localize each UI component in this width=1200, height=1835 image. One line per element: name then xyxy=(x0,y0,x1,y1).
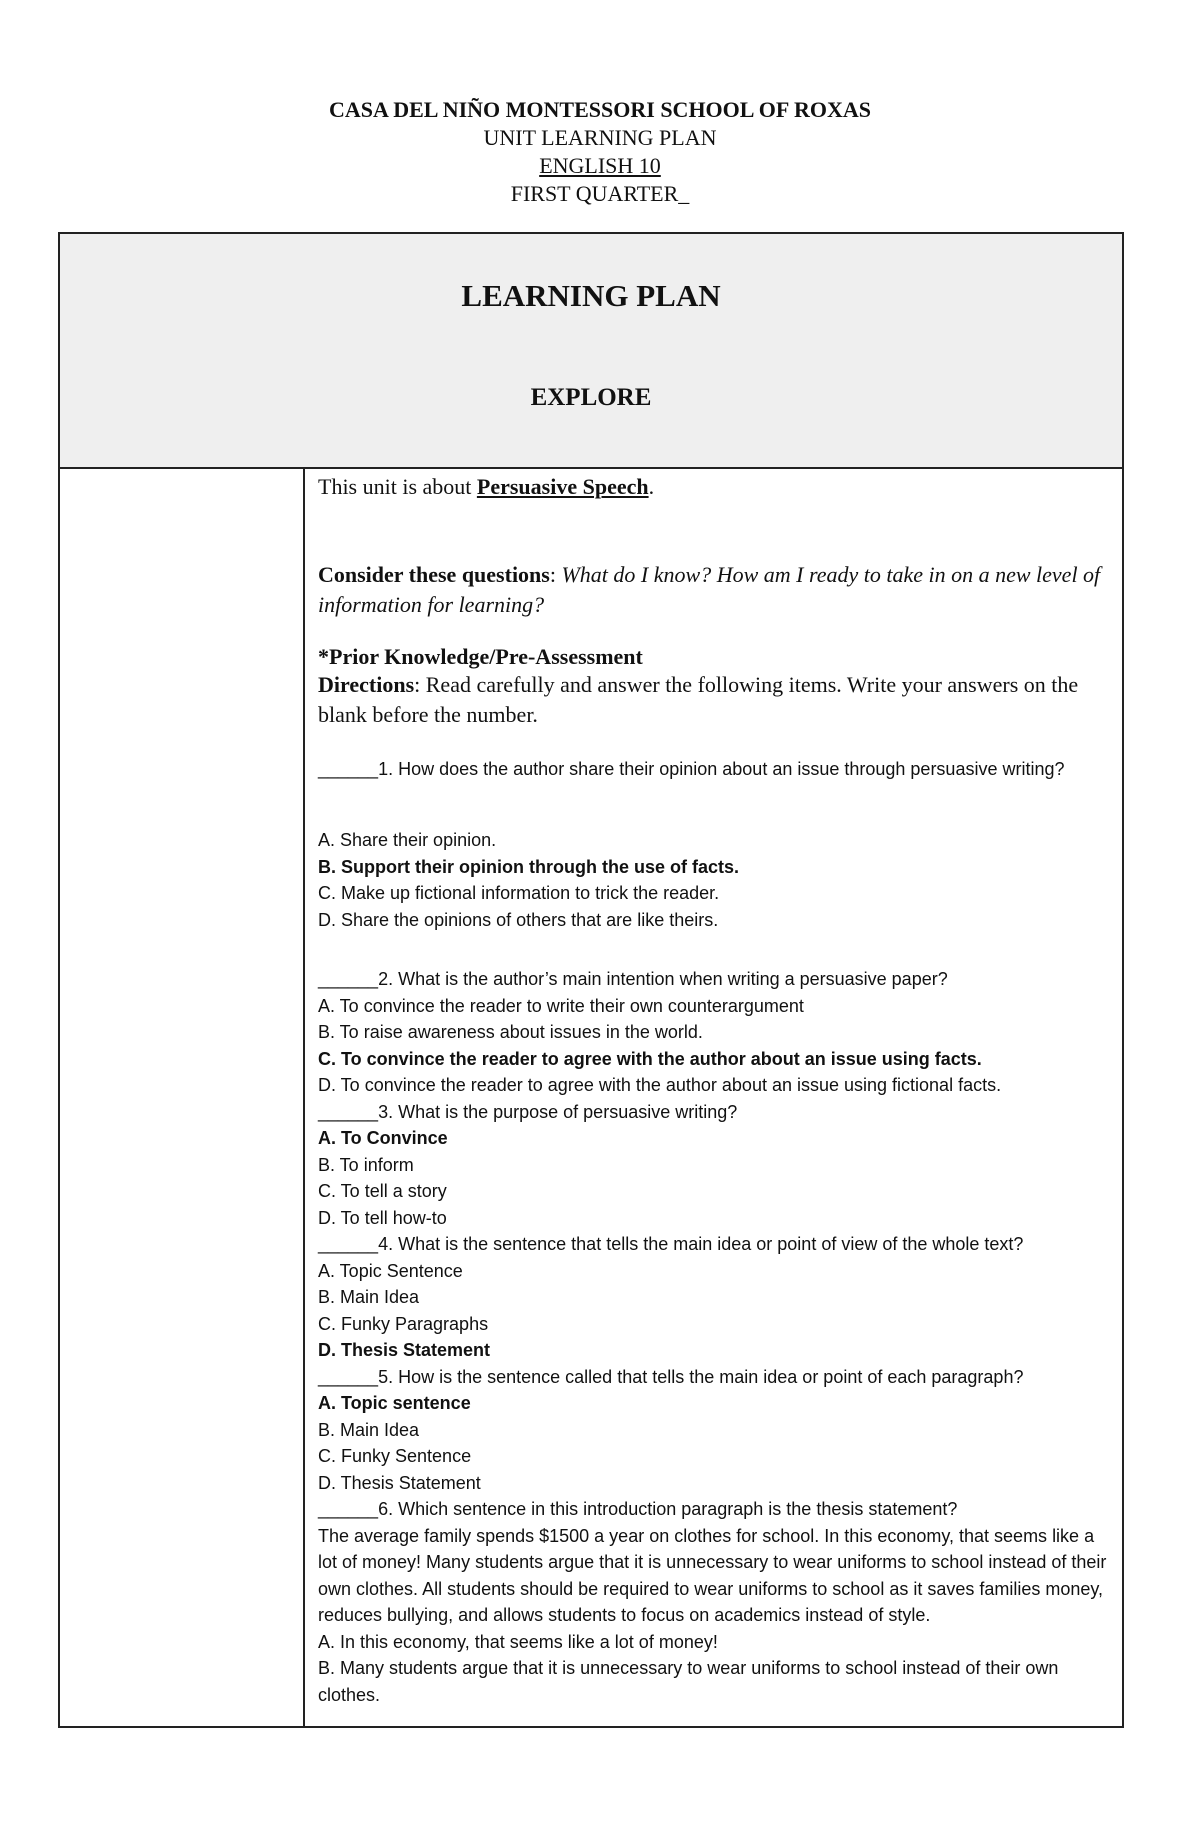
q2-option-c: C. To convince the reader to agree with the author about an issue using facts. xyxy=(318,1048,982,1069)
q2-option-a: A. To convince the reader to write their own counterargument xyxy=(318,995,804,1016)
directions-text: : Read carefully and answer the following items. Write your answers on the blank before the number. xyxy=(318,672,1079,727)
question-1-options xyxy=(318,827,1108,933)
consider-questions xyxy=(318,560,1108,620)
content-cell xyxy=(318,470,1108,1726)
prior-knowledge-heading: *Prior Knowledge/Pre-Assessment xyxy=(318,644,643,669)
question-1-stem: ______1. How does the author share their opinion about an issue through persuasive writing? xyxy=(318,759,1065,779)
q3-option-d: D. To tell how-to xyxy=(318,1207,447,1228)
plan-title: UNIT LEARNING PLAN xyxy=(483,125,717,150)
learning-plan-heading: LEARNING PLAN xyxy=(461,278,721,313)
directions xyxy=(318,670,1118,730)
unit-topic-suffix: . xyxy=(648,474,655,499)
unit-topic: Persuasive Speech xyxy=(476,474,649,499)
document-header xyxy=(0,96,1200,208)
q1-option-d: D. Share the opinions of others that are like theirs. xyxy=(318,909,719,930)
q5-option-c: C. Funky Sentence xyxy=(318,1446,472,1466)
consider-text: What do I know? How am I ready to take in on a new level of information for learning? xyxy=(318,562,1101,617)
q6-option-a: A. In this economy, that seems like a lot of money! xyxy=(318,1631,718,1652)
q1-option-a: A. Share their opinion. xyxy=(318,830,497,850)
question-2-stem: ______2. What is the author’s main intention when writing a persuasive paper? xyxy=(318,969,948,989)
directions-label: Directions xyxy=(318,672,415,697)
q4-option-d: D. Thesis Statement xyxy=(318,1340,491,1360)
question-6-stem: ______6. Which sentence in this introduction paragraph is the thesis statement? xyxy=(318,1499,958,1519)
q3-option-b: B. To inform xyxy=(318,1154,414,1175)
explore-heading: EXPLORE xyxy=(530,384,652,411)
q6-option-b: B. Many students argue that it is unnecessary to wear uniforms to school instead of their own clothes. xyxy=(318,1658,1059,1705)
q4-option-b: B. Main Idea xyxy=(318,1287,420,1307)
table-header-cell xyxy=(60,234,1122,469)
q2-option-b: B. To raise awareness about issues in the world. xyxy=(318,1022,703,1042)
q5-option-a: A. Topic sentence xyxy=(318,1393,471,1413)
q5-option-d: D. Thesis Statement xyxy=(318,1472,481,1493)
left-column-cell xyxy=(60,469,305,1726)
consider-colon: : xyxy=(549,562,562,587)
consider-label: Consider these questions xyxy=(318,562,550,587)
q3-option-c: C. To tell a story xyxy=(318,1181,447,1201)
q2-option-d: D. To convince the reader to agree with the author about an issue using fictional facts. xyxy=(318,1075,1002,1095)
quarter-title: FIRST QUARTER_ xyxy=(510,181,690,206)
question-3-stem: ______3. What is the purpose of persuasive writing? xyxy=(318,1101,738,1122)
q4-option-c: C. Funky Paragraphs xyxy=(318,1313,489,1334)
unit-topic-line xyxy=(318,472,1108,502)
q5-option-b: B. Main Idea xyxy=(318,1419,420,1440)
learning-plan-table xyxy=(58,232,1124,1728)
unit-topic-prefix: This unit is about xyxy=(318,474,477,499)
q3-option-a: A. To Convince xyxy=(318,1128,448,1148)
q6-passage: The average family spends $1500 a year on clothes for school. In this economy, that seems like a lot of money! Many students argue that it is unnecessary to wear uniforms to school instead of their own clothes. All students should be required to wear uniforms to school as it saves families money, reduces bullying, and allows students to focus on academics instead of style. xyxy=(318,1525,1107,1625)
subject-title: ENGLISH 10 xyxy=(539,153,661,178)
question-5-stem: ______5. How is the sentence called that tells the main idea or point of each paragraph? xyxy=(318,1366,1024,1387)
q4-option-a: A. Topic Sentence xyxy=(318,1260,463,1281)
q1-option-c: C. Make up fictional information to trick the reader. xyxy=(318,883,720,903)
school-name: CASA DEL NIÑO MONTESSORI SCHOOL OF ROXAS xyxy=(329,97,871,122)
question-4-stem: ______4. What is the sentence that tells the main idea or point of view of the whole text? xyxy=(318,1234,1024,1254)
q1-option-b: B. Support their opinion through the use of facts. xyxy=(318,856,739,877)
questions-2-6 xyxy=(318,966,1108,1708)
